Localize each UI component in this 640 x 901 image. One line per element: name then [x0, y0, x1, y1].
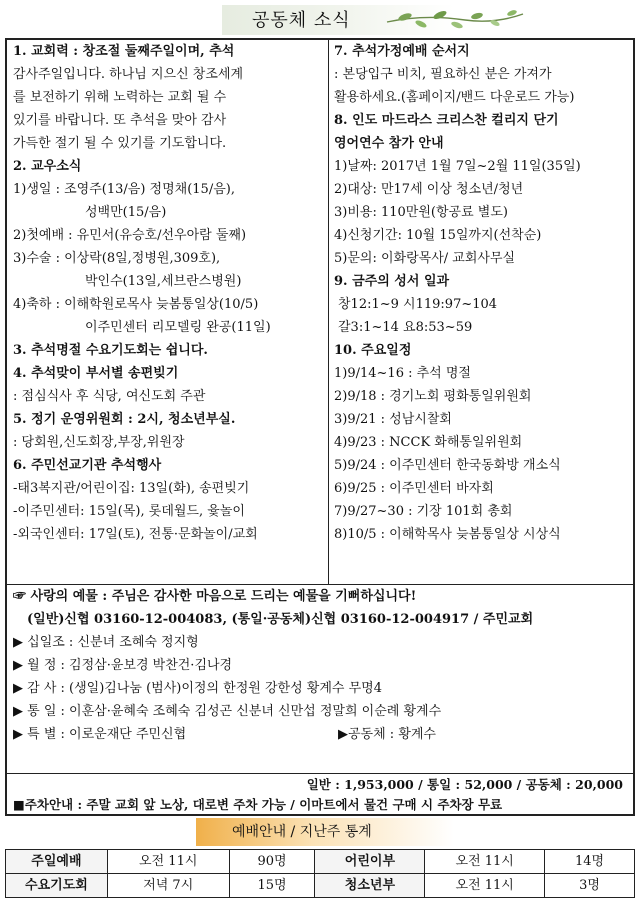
left-line: 4)축하 : 이해학원로목사 늦봄통일상(10/5): [13, 297, 259, 312]
table-cell: 어린이부: [315, 850, 425, 874]
right-line: 갈3:1~14 요8:53~59: [338, 320, 473, 335]
right-line: 영어연수 참가 안내: [334, 136, 444, 151]
right-line: 1)날짜: 2017년 1월 7일~2월 11일(35일): [334, 159, 581, 174]
left-line: 를 보전하기 위해 노력하는 교회 될 수: [13, 90, 227, 105]
left-line: 3. 추석명절 수요기도회는 쉽니다.: [13, 343, 208, 358]
left-line: 4. 추석맞이 부서별 송편빚기: [13, 366, 179, 381]
right-line: 2)대상: 만17세 이상 청소년/청년: [334, 182, 524, 197]
offering-community: ▶공동체 : 황계수: [338, 727, 436, 742]
right-line: : 본당입구 비치, 필요하신 분은 가져가: [334, 67, 552, 82]
right-line: 5)9/24 : 이주민센터 한국동화방 개소식: [334, 458, 561, 473]
table-cell: 오전 11시: [425, 850, 545, 874]
table-row: [6, 874, 635, 898]
offering-item: ▶ 월 정 : 김정삼·윤보경 박찬건·김나경: [13, 658, 233, 673]
right-line: 6)9/25 : 이주민센터 바자회: [334, 481, 494, 496]
left-line: 가득한 절기 될 수 있기를 기도합니다.: [13, 136, 227, 151]
worship-table: [5, 849, 635, 898]
table-cell: 오전 11시: [107, 850, 229, 874]
table-cell: 3명: [545, 874, 635, 898]
left-line: -외국인센터: 17일(토), 전통·문화놀이/교회: [13, 527, 258, 542]
offering-special: ▶ 특 별 : 이로운재단 주민신협: [13, 727, 187, 742]
left-line: 박인수(13일,세브란스병원): [85, 274, 242, 289]
table-cell: 15명: [229, 874, 315, 898]
offering-item: ▶ 십일조 : 신분녀 조혜숙 정지형: [13, 635, 199, 650]
right-line: 3)9/21 : 성남시찰회: [334, 412, 452, 427]
table-cell: 청소년부: [315, 874, 425, 898]
table-cell: 오전 11시: [425, 874, 545, 898]
table-row: [6, 850, 635, 874]
left-line: 1. 교회력 : 창조절 둘째주일이며, 추석: [13, 44, 235, 59]
right-line: 창12:1~9 시119:97~104: [338, 297, 498, 312]
offering-section: [7, 584, 633, 774]
table-cell: 90명: [229, 850, 315, 874]
offering-special-row: [13, 723, 627, 746]
right-line: 8)10/5 : 이해학목사 늦봄통일상 시상식: [334, 527, 561, 542]
right-line: 4)9/23 : NCCK 화해통일위원회: [334, 435, 523, 450]
table-cell: 주일예배: [6, 850, 108, 874]
leaf-decoration-icon: [385, 4, 525, 34]
offering-stats: 일반 : 1,953,000 / 통일 : 52,000 / 공동체 : 20,000: [7, 773, 633, 795]
left-line: -태3복지관/어린이집: 13일(화), 송편빚기: [13, 481, 250, 496]
left-line: 감사주일입니다. 하나님 지으신 창조세계: [13, 67, 244, 82]
left-line: 있기를 바랍니다. 또 추석을 맞아 감사: [13, 113, 227, 128]
right-line: 1)9/14~16 : 추석 명절: [334, 366, 471, 381]
left-line: 성백만(15/음): [85, 205, 167, 220]
right-line: 8. 인도 마드라스 크리스찬 컬리지 단기: [334, 113, 559, 128]
offering-accounts: (일반)신협 03160-12-004083, (통일·공동체)신협 03160-12-004917 / 주민교회: [27, 612, 534, 627]
table-cell: 14명: [545, 850, 635, 874]
left-line: 이주민센터 리모델링 완공(11일): [85, 320, 271, 335]
offering-item: ▶ 통 일 : 이훈삼·윤혜숙 조혜숙 김성곤 신분녀 신만섭 정말희 이순례 황계수: [13, 704, 442, 719]
right-line: 9. 금주의 성서 일과: [334, 274, 450, 289]
worship-title: 예배안내 / 지난주 통계: [232, 823, 372, 840]
right-line: 7)9/27~30 : 기장 101회 총회: [334, 504, 513, 519]
left-column: [7, 40, 329, 584]
offering-heading: ☞ 사랑의 예물 : 주님은 감사한 마음으로 드리는 예물을 기뻐하십니다!: [13, 589, 417, 604]
left-line: 2)첫예배 : 유민서(유승호/선우아람 둘째): [13, 228, 247, 243]
right-line: 10. 주요일정: [334, 343, 412, 358]
left-line: 2. 교우소식: [13, 159, 82, 174]
left-line: 3)수술 : 이상락(8일,정병원,309호),: [13, 251, 221, 266]
table-cell: 수요기도회: [6, 874, 108, 898]
left-line: -이주민센터: 15일(목), 롯데월드, 윷놀이: [13, 504, 245, 519]
left-line: : 점심식사 후 식당, 여신도회 주관: [13, 389, 206, 404]
page-title: 공동체 소식: [252, 9, 351, 31]
left-line: 1)생일 : 조영주(13/음) 정명채(15/음),: [13, 182, 235, 197]
left-line: : 당회원,신도회장,부장,위원장: [13, 435, 185, 450]
left-line: 5. 정기 운영위원회 : 2시, 청소년부실.: [13, 412, 236, 427]
left-line: 6. 주민선교기관 추석행사: [13, 458, 162, 473]
right-line: 활용하세요.(홈페이지/밴드 다운로드 가능): [334, 90, 575, 105]
right-line: 4)신청기간: 10월 15일까지(선착순): [334, 228, 542, 243]
right-line: 3)비용: 110만원(항공료 별도): [334, 205, 508, 220]
worship-banner: [196, 818, 454, 846]
parking-notice: ■주차안내 : 주말 교회 앞 노상, 대로변 주차 가능 / 이마트에서 물건 구매 시 주차장 무료: [13, 797, 503, 812]
right-line: 7. 추석가정예배 순서지: [334, 44, 470, 59]
right-line: 5)문의: 이화랑목사/ 교회사무실: [334, 251, 516, 266]
right-column: [329, 40, 633, 584]
table-cell: 저녁 7시: [107, 874, 229, 898]
news-box: [5, 38, 635, 816]
offering-item: ▶ 감 사 : (생일)김나눔 (범사)이정의 한정원 강한성 황계수 무명4: [13, 681, 382, 696]
right-line: 2)9/18 : 경기노회 평화통일위원회: [334, 389, 532, 404]
